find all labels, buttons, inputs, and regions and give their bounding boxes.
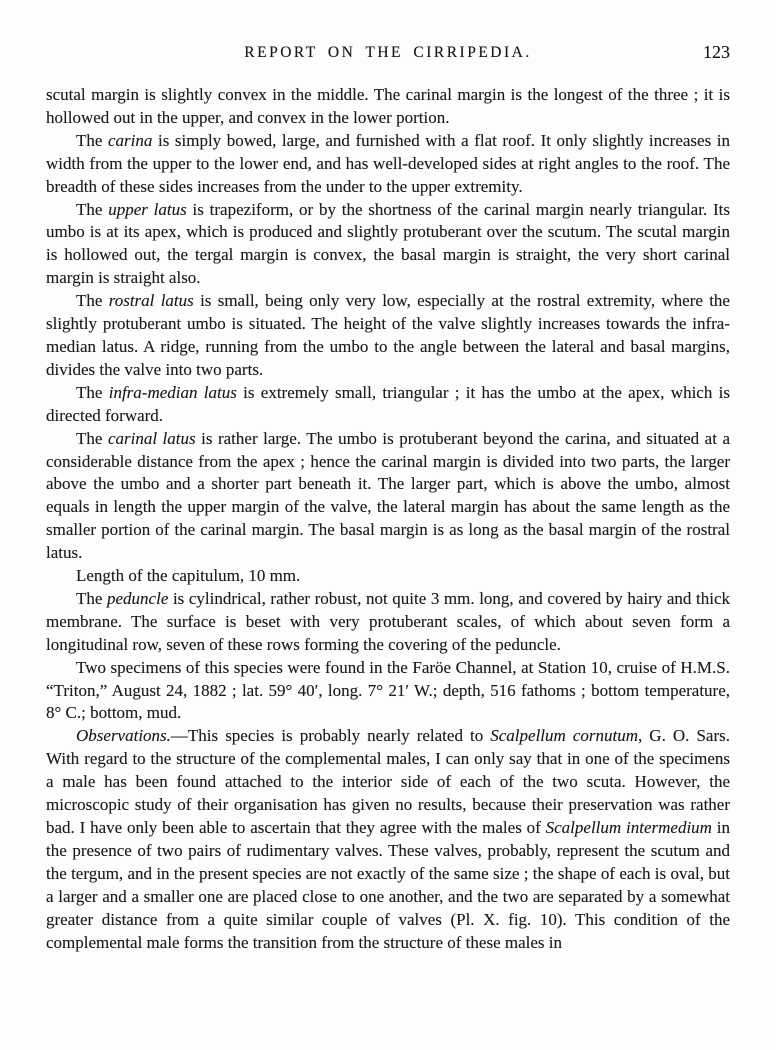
italic-text-run: peduncle xyxy=(107,588,169,608)
paragraph xyxy=(46,428,730,565)
italic-text-run: Scalpellum cornutum xyxy=(490,726,639,746)
text-run: —This species is probably nearly related to xyxy=(170,726,491,746)
italic-text-run: Observations. xyxy=(76,726,171,746)
paragraph xyxy=(46,565,730,588)
text-run: is extremely small, triangular ; it has the umbo at the apex, which is directed forward. xyxy=(46,382,730,425)
paragraph xyxy=(46,130,730,199)
italic-text-run: carina xyxy=(108,130,153,150)
paragraph xyxy=(46,657,730,726)
italic-text-run: rostral latus xyxy=(108,291,194,311)
text-run: The xyxy=(76,428,108,448)
text-run: scutal margin is slightly convex in the middle. The carinal margin is the longest of the three ; it is hollowed out in the upper, and convex in the lower portion. xyxy=(46,85,730,127)
text-run: is simply bowed, large, and furnished with a flat roof. It only slightly increases in width from the upper to the lower end, and has well-developed sides at right angles to the roof. The breadth of these sides increases from the under to the upper extremity. xyxy=(46,130,731,196)
paragraph xyxy=(46,84,730,130)
page-header xyxy=(46,44,730,66)
text-run: The xyxy=(76,588,108,608)
italic-text-run: Scalpellum intermedium xyxy=(545,818,712,837)
paragraph xyxy=(46,588,730,657)
text-run: Two specimens of this species were found in the Faröe Channel, at Station 10, cruise of H.M.S. “Triton,” August 24, 1882 ; lat. 59° 40′, long. 7° 21′ W.; depth, 516 fathoms ; bottom temperature, 8° C.; bottom, mud. xyxy=(46,657,730,723)
text-run: , G. O. Sars. With regard to the structure of the complemental males, I can only say that in one of the specimens a male has been found attached to the interior side of each of the two scuta. However, the microscopic study of their organisation has given no results, because their preservation was rather bad. I have only been able to ascertain that they agree with the males of xyxy=(46,726,730,837)
paragraph xyxy=(46,382,730,428)
page-number: 123 xyxy=(703,42,730,62)
running-head-title: REPORT ON THE CIRRIPEDIA. xyxy=(244,44,532,61)
paragraph xyxy=(46,725,730,954)
text-run: is trapeziform, or by the shortness of the carinal margin nearly triangular. Its umbo is at its apex, which is produced and slightly protuberant over the scutum. The scutal margin is hollowed out, the tergal margin is convex, the basal margin is straight, the very short carinal margin is straight also. xyxy=(46,199,730,288)
text-run: Length of the capitulum, 10 mm. xyxy=(76,566,301,586)
italic-text-run: infra-median latus xyxy=(108,382,237,402)
text-run: in the presence of two pairs of rudimentary valves. These valves, probably, represent the scutum and the tergum, and in the present species are not exactly of the same size ; the shape of each is oval, but a larger and a smaller one are placed close to one another, and the two are separated by a somewhat greater distance from a quite similar couple of valves (Pl. X. fig. 10). This condition of the complemental male forms the transition from the structure of these males in xyxy=(46,818,731,952)
italic-text-run: carinal latus xyxy=(107,428,196,448)
text-run: The xyxy=(76,199,109,219)
text-run: is small, being only very low, especially at the rostral extremity, where the slightly protuberant umbo is situated. The height of the valve slightly increases towards the infra-median latus. A ridge, running from the umbo to the angle between the lateral and basal margins, divides the valve into two parts. xyxy=(46,291,730,379)
paragraph xyxy=(46,199,730,291)
paragraph xyxy=(46,290,730,382)
text-run: is rather large. The umbo is protuberant beyond the carina, and situated at a considerable distance from the apex ; hence the carinal margin is divided into two parts, the larger above the umbo and a shorter part beneath it. The larger part, which is above the umbo, almost equals in length the upper margin of the valve, the lateral margin has about the same length as the smaller portion of the carinal margin. The basal margin is as long as the basal margin of the rostral latus. xyxy=(46,428,730,563)
text-run: The xyxy=(76,130,109,150)
text-run: The xyxy=(76,382,109,402)
text-run: is cylindrical, rather robust, not quite 3 mm. long, and covered by hairy and thick membrane. The surface is beset with very protuberant scales, of which about seven form a longitudinal row, seven of these rows forming the covering of the peduncle. xyxy=(46,588,730,654)
italic-text-run: upper latus xyxy=(108,199,187,219)
page-body xyxy=(46,84,730,954)
text-run: The xyxy=(76,291,109,311)
